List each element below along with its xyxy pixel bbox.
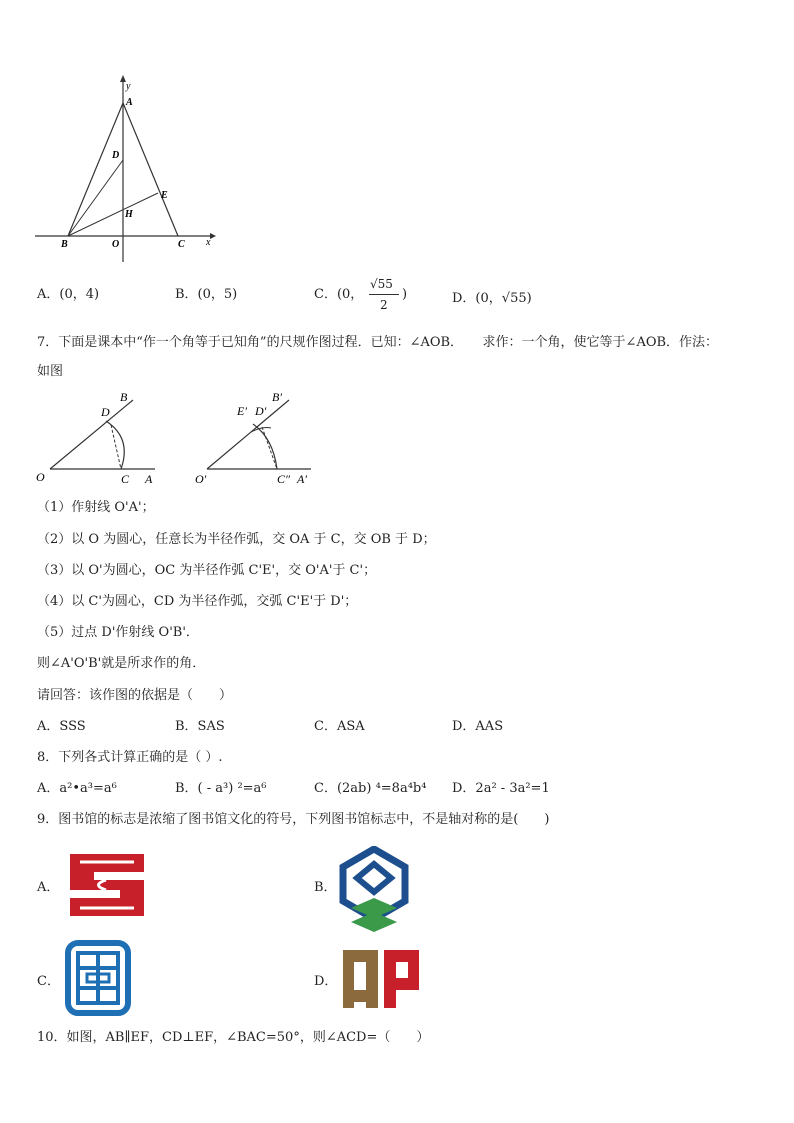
q7-option-b: B．SAS [175, 719, 225, 734]
fig1-label-O: O [36, 470, 45, 484]
q7-step-1: （1）作射线 O'A'； [37, 500, 155, 515]
q6-option-c: C．(0， √55 2 ) [314, 277, 408, 312]
label-y: y [126, 81, 131, 92]
q9-option-c-label: C． [37, 974, 60, 989]
q9-stem: 9．图书馆的标志是浓缩了图书馆文化的符号，下列图书馆标志中，不是轴对称的是( ) [37, 812, 550, 827]
q8-option-b: B．( - a³) ²=a⁶ [175, 781, 267, 796]
label-E: E [161, 190, 168, 201]
q10-stem: 10．如图，AB∥EF，CD⊥EF，∠BAC=50°，则∠ACD=（ ） [37, 1030, 430, 1045]
label-x: x [206, 237, 211, 248]
fig2-label-O: O′ [195, 472, 207, 486]
coordinate-triangle-figure [30, 72, 220, 267]
q7-option-a: A．SSS [37, 719, 86, 734]
q8-option-a: A．a²•a³=a⁶ [37, 781, 117, 796]
q6-option-d: D．(0，√55) [452, 291, 532, 306]
label-B: B [61, 239, 68, 250]
library-logo-d [340, 946, 422, 1012]
fig2-label-B: B′ [272, 390, 282, 404]
library-logo-b [339, 846, 409, 932]
library-logo-a [66, 850, 148, 920]
fig1-label-D: D [101, 405, 110, 419]
q6-option-b: B．(0，5) [175, 287, 238, 302]
label-A: A [126, 97, 133, 108]
fig2-label-A: A′ [297, 472, 307, 486]
fig1-label-C: C [121, 472, 130, 486]
q7-step-5: （5）过点 D'作射线 O'B'． [37, 625, 199, 640]
q8-option-d: D．2a² - 3a²=1 [452, 781, 550, 796]
q8-stem: 8．下列各式计算正确的是（ ）. [37, 750, 223, 765]
q7-conclusion: 则∠A'O'B'就是所求作的角． [37, 656, 206, 671]
fig2-label-D: D′ [255, 404, 267, 418]
denominator: 2 [380, 298, 388, 312]
fig2-label-E: E′ [237, 404, 247, 418]
q7-step-3: （3）以 O'为圆心，OC 为半径作弧 C'E'，交 O'A'于 C'； [37, 563, 377, 578]
sqrt-numerator: √55 [370, 277, 393, 291]
fig1-label-B: B [120, 390, 128, 404]
q7-question: 请回答：该作图的依据是（ ） [37, 688, 233, 703]
label-D: D [112, 150, 120, 161]
q7-option-c: C．ASA [314, 719, 365, 734]
q8-option-c: C．(2ab) ⁴=8a⁴b⁴ [314, 781, 427, 796]
sqrt-55: √55 [501, 291, 527, 306]
q9-option-a-label: A． [37, 880, 60, 895]
library-logo-c [65, 940, 131, 1016]
q7-step-4: （4）以 C'为圆心，CD 为半径作弧，交弧 C'E'于 D'； [37, 594, 358, 609]
angle-figure-original [33, 388, 168, 488]
q7-option-d: D．AAS [452, 719, 504, 734]
q7-stem-line2: 如图 [37, 364, 64, 379]
fig2-label-C: C″ [277, 472, 291, 486]
fig1-label-A: A [145, 472, 153, 486]
q7-step-2: （2）以 O 为圆心，任意长为半径作弧，交 OA 于 C，交 OB 于 D； [37, 532, 436, 547]
q7-stem-line1: 7．下面是课本中“作一个角等于已知角”的尺规作图过程．已知：∠AOB． 求作：一个角，使它等于∠AOB．作法： [37, 335, 719, 350]
q9-option-b-label: B． [314, 880, 337, 895]
q6-option-a: A．(0，4) [37, 287, 100, 302]
label-C: C [178, 239, 185, 250]
label-O: O [112, 239, 120, 250]
label-H: H [125, 209, 133, 220]
angle-figure-construction [193, 388, 323, 488]
q9-option-d-label: D． [314, 974, 338, 989]
